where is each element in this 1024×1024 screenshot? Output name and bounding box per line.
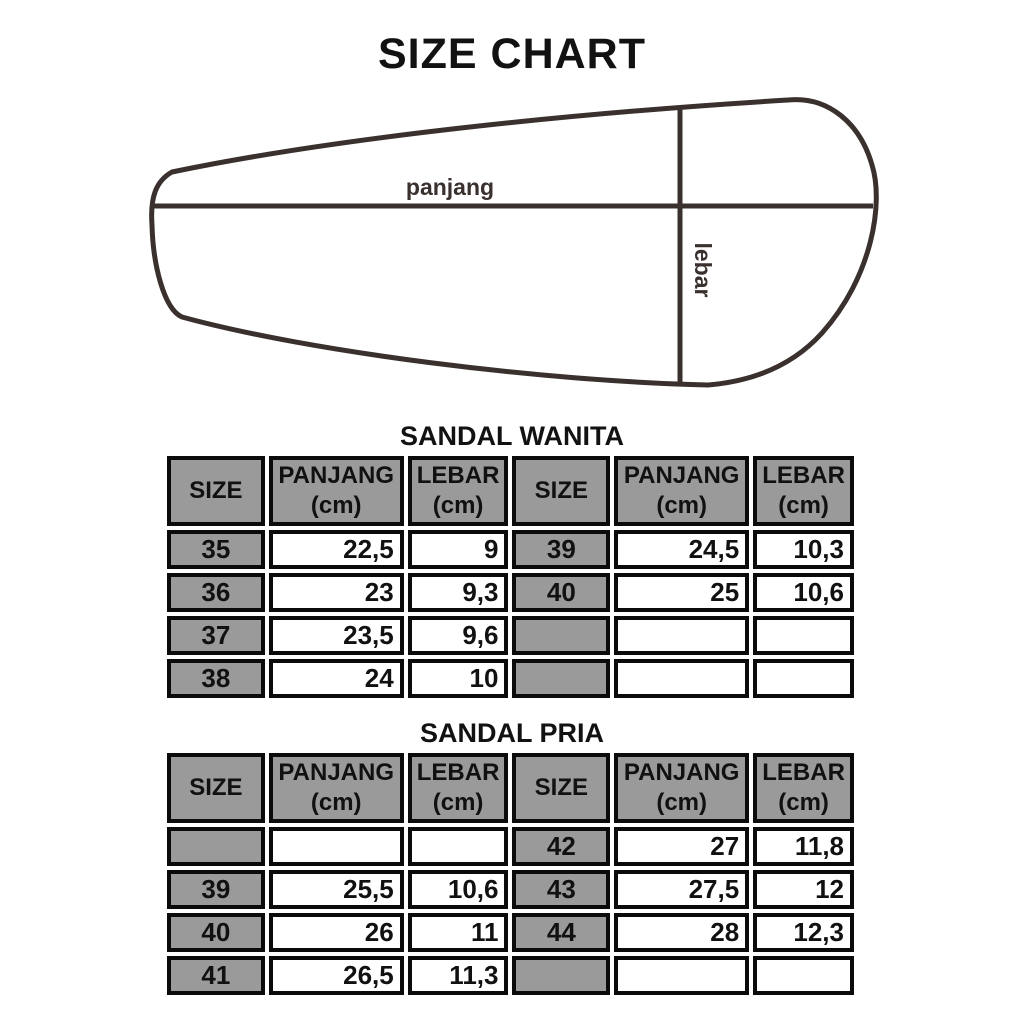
width-value-cell: 10,6 xyxy=(408,870,509,909)
column-header-lebar: LEBAR (cm) xyxy=(408,456,509,526)
length-value-cell: 23 xyxy=(269,573,404,612)
column-header-size: SIZE xyxy=(512,753,610,823)
column-header-lebar: LEBAR (cm) xyxy=(753,456,854,526)
width-value-cell xyxy=(753,659,854,698)
table-row xyxy=(167,573,854,612)
women-table-title: SANDAL WANITA xyxy=(400,421,624,451)
column-header-lebar: LEBAR (cm) xyxy=(753,753,854,823)
table-row xyxy=(167,827,854,866)
width-value-cell: 11,8 xyxy=(753,827,854,866)
column-header-panjang: PANJANG (cm) xyxy=(269,753,404,823)
women-size-table xyxy=(163,452,858,702)
size-cell xyxy=(512,659,610,698)
size-cell: 42 xyxy=(512,827,610,866)
length-value-cell: 23,5 xyxy=(269,616,404,655)
width-value-cell: 10,3 xyxy=(753,530,854,569)
width-value-cell: 9,3 xyxy=(408,573,509,612)
width-value-cell: 9,6 xyxy=(408,616,509,655)
men-size-table xyxy=(163,749,858,999)
size-cell: 40 xyxy=(167,913,265,952)
width-value-cell: 12 xyxy=(753,870,854,909)
size-cell: 36 xyxy=(167,573,265,612)
size-cell xyxy=(167,827,265,866)
length-value-cell xyxy=(614,659,749,698)
header-row xyxy=(167,456,854,526)
column-header-panjang: PANJANG (cm) xyxy=(269,456,404,526)
length-value-cell: 27,5 xyxy=(614,870,749,909)
size-cell: 44 xyxy=(512,913,610,952)
size-cell: 40 xyxy=(512,573,610,612)
width-value-cell xyxy=(753,616,854,655)
size-cell: 39 xyxy=(512,530,610,569)
column-header-size: SIZE xyxy=(167,456,265,526)
size-cell: 37 xyxy=(167,616,265,655)
length-label: panjang xyxy=(405,174,495,200)
width-value-cell: 10,6 xyxy=(753,573,854,612)
sandal-sole-diagram xyxy=(140,92,890,402)
size-cell: 39 xyxy=(167,870,265,909)
length-value-cell xyxy=(614,956,749,995)
size-cell: 41 xyxy=(167,956,265,995)
table-row xyxy=(167,913,854,952)
page-title: SIZE CHART xyxy=(378,30,646,78)
column-header-panjang: PANJANG (cm) xyxy=(614,753,749,823)
size-cell xyxy=(512,956,610,995)
table-row xyxy=(167,616,854,655)
sole-outline xyxy=(152,100,877,385)
table-row xyxy=(167,956,854,995)
table-row xyxy=(167,870,854,909)
length-value-cell: 22,5 xyxy=(269,530,404,569)
width-value-cell: 9 xyxy=(408,530,509,569)
width-value-cell xyxy=(753,956,854,995)
width-label: lebar xyxy=(690,242,716,298)
length-value-cell: 26,5 xyxy=(269,956,404,995)
column-header-size: SIZE xyxy=(167,753,265,823)
size-cell xyxy=(512,616,610,655)
men-table-title: SANDAL PRIA xyxy=(419,718,605,748)
length-value-cell: 27 xyxy=(614,827,749,866)
length-value-cell: 24 xyxy=(269,659,404,698)
size-cell: 38 xyxy=(167,659,265,698)
width-value-cell: 10 xyxy=(408,659,509,698)
column-header-panjang: PANJANG (cm) xyxy=(614,456,749,526)
column-header-lebar: LEBAR (cm) xyxy=(408,753,509,823)
column-header-size: SIZE xyxy=(512,456,610,526)
length-value-cell: 25 xyxy=(614,573,749,612)
size-cell: 35 xyxy=(167,530,265,569)
header-row xyxy=(167,753,854,823)
width-value-cell: 11 xyxy=(408,913,509,952)
length-value-cell xyxy=(269,827,404,866)
length-value-cell: 26 xyxy=(269,913,404,952)
table-row xyxy=(167,659,854,698)
length-value-cell: 28 xyxy=(614,913,749,952)
length-value-cell: 25,5 xyxy=(269,870,404,909)
length-value-cell: 24,5 xyxy=(614,530,749,569)
length-value-cell xyxy=(614,616,749,655)
table-row xyxy=(167,530,854,569)
width-value-cell: 12,3 xyxy=(753,913,854,952)
width-value-cell xyxy=(408,827,509,866)
size-cell: 43 xyxy=(512,870,610,909)
width-value-cell: 11,3 xyxy=(408,956,509,995)
